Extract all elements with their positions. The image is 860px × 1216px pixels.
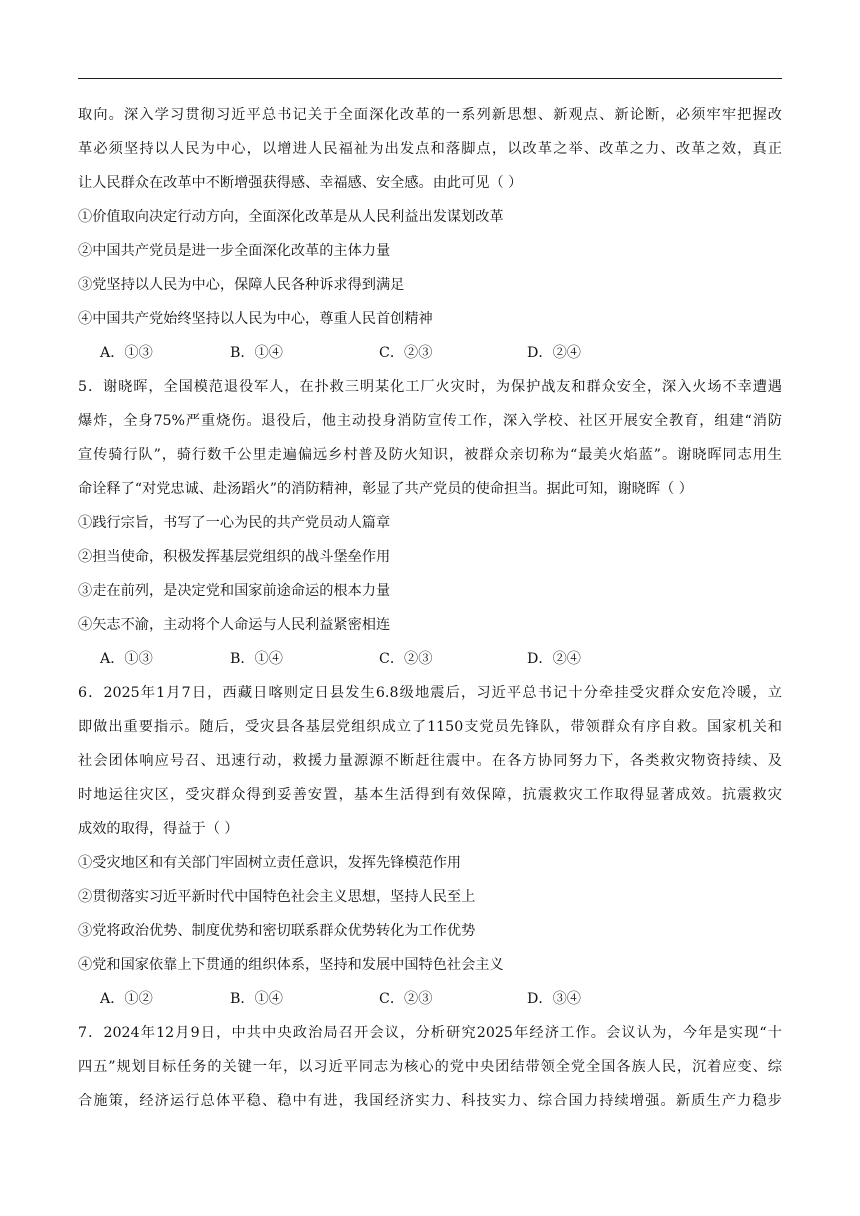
question-stem-line: 取向。深入学习贯彻习近平总书记关于全面深化改革的一系列新思想、新观点、新论断，必须牢牢把握改 <box>78 107 782 123</box>
statement-option: ③党将政治优势、制度优势和密切联系群众优势转化为工作优势 <box>78 923 476 939</box>
choice-d: D．②④ <box>527 651 581 667</box>
statement-option: ④矢志不渝，主动将个人命运与人民利益紧密相连 <box>78 617 391 633</box>
question-6 <box>78 676 782 1016</box>
document-body <box>78 98 782 1118</box>
answer-choices <box>78 642 782 676</box>
statement-option: ④中国共产党始终坚持以人民为中心，尊重人民首创精神 <box>78 311 433 327</box>
choice-b: B．①④ <box>230 651 283 667</box>
answer-choices <box>78 982 782 1016</box>
question-stem-line: 合施策，经济运行总体平稳、稳中有进，我国经济实力、科技实力、综合国力持续增强。新质生产力稳步 <box>78 1093 782 1109</box>
question-stem-line: 6．2025年1月7日，西藏日喀则定日县发生6.8级地震后，习近平总书记十分牵挂受灾群众安危冷暖，立 <box>78 685 782 701</box>
question-stem-line: 7．2024年12月9日，中共中央政治局召开会议，分析研究2025年经济工作。会议认为，今年是实现“十 <box>78 1025 782 1041</box>
question-stem-line: 社会团体响应号召、迅速行动，救援力量源源不断赶往震中。在各方协同努力下，各类救灾物资持续、及 <box>78 753 782 769</box>
question-stem-line: 5．谢晓晖，全国模范退役军人，在扑救三明某化工厂火灾时，为保护战友和群众安全，深入火场不幸遭遇 <box>78 379 782 395</box>
question-stem-line: 爆炸，全身75%严重烧伤。退役后，他主动投身消防宣传工作，深入学校、社区开展安全教育，组建“消防 <box>78 413 782 429</box>
statement-option: ④党和国家依靠上下贯通的组织体系，坚持和发展中国特色社会主义 <box>78 957 504 973</box>
question-7 <box>78 1016 782 1118</box>
choice-d: D．②④ <box>527 345 581 361</box>
statement-option: ③走在前列，是决定党和国家前途命运的根本力量 <box>78 583 391 599</box>
question-stem-line: 成效的取得，得益于（ ） <box>78 821 239 837</box>
statement-option: ③党坚持以人民为中心，保障人民各种诉求得到满足 <box>78 277 405 293</box>
choice-a: A．①③ <box>100 345 153 361</box>
question-4 <box>78 98 782 370</box>
statement-option: ②中国共产党员是进一步全面深化改革的主体力量 <box>78 243 391 259</box>
question-5 <box>78 370 782 676</box>
question-stem-line: 让人民群众在改革中不断增强获得感、幸福感、安全感。由此可见（ ） <box>78 175 523 191</box>
question-stem-line: 革必须坚持以人民为中心，以增进人民福祉为出发点和落脚点，以改革之举、改革之力、改革之效，真正 <box>78 141 782 157</box>
header-rule <box>78 78 782 79</box>
statement-option: ②贯彻落实习近平新时代中国特色社会主义思想，坚持人民至上 <box>78 889 476 905</box>
choice-b: B．①④ <box>230 345 283 361</box>
choice-a: A．①② <box>100 991 153 1007</box>
question-stem-line: 命诠释了“对党忠诚、赴汤蹈火”的消防精神，彰显了共产党员的使命担当。据此可知，谢晓晖（ ） <box>78 481 693 497</box>
statement-option: ①价值取向决定行动方向，全面深化改革是从人民利益出发谋划改革 <box>78 209 504 225</box>
statement-option: ①受灾地区和有关部门牢固树立责任意识，发挥先锋模范作用 <box>78 855 462 871</box>
question-stem-line: 时地运往灾区，受灾群众得到妥善安置，基本生活得到有效保障，抗震救灾工作取得显著成效。抗震救灾 <box>78 787 782 803</box>
choice-d: D．③④ <box>527 991 581 1007</box>
statement-option: ①践行宗旨，书写了一心为民的共产党员动人篇章 <box>78 515 391 531</box>
choice-c: C．②③ <box>379 651 433 667</box>
question-stem-line: 即做出重要指示。随后，受灾县各基层党组织成立了1150支党员先锋队，带领群众有序自救。国家机关和 <box>78 719 782 735</box>
question-stem-line: 宣传骑行队”，骑行数千公里走遍偏远乡村普及防火知识，被群众亲切称为“最美火焰蓝”。谢晓晖同志用生 <box>78 447 782 463</box>
choice-c: C．②③ <box>379 345 433 361</box>
answer-choices <box>78 336 782 370</box>
choice-c: C．②③ <box>379 991 433 1007</box>
choice-a: A．①③ <box>100 651 153 667</box>
choice-b: B．①④ <box>230 991 283 1007</box>
question-stem-line: 四五”规划目标任务的关键一年，以习近平同志为核心的党中央团结带领全党全国各族人民，沉着应变、综 <box>78 1059 782 1075</box>
statement-option: ②担当使命，积极发挥基层党组织的战斗堡垒作用 <box>78 549 391 565</box>
